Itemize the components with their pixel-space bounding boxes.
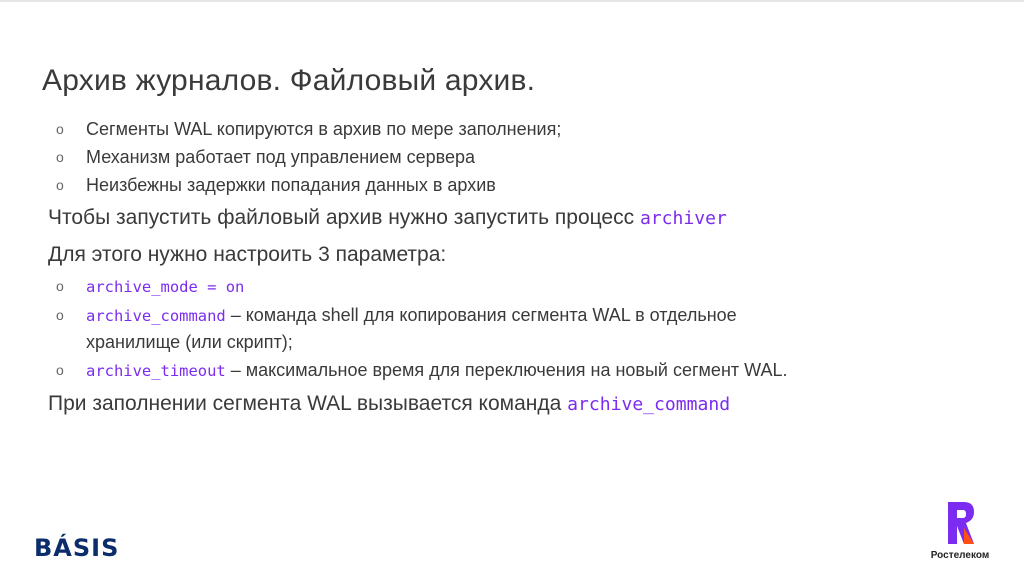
bullet-item-wal-copy <box>48 116 788 142</box>
bullet-marker: o <box>56 121 64 137</box>
bullet-text: Механизм работает под управлением сервера <box>86 147 475 167</box>
basis-logo: BÁSIS <box>34 534 120 562</box>
rostelecom-logo <box>918 500 1002 566</box>
code-archive-mode: archive_mode = on <box>86 278 245 296</box>
bullet-item-archive-mode <box>48 273 788 300</box>
bullet-marker: o <box>56 362 64 378</box>
paragraph-text: При заполнении сегмента WAL вызывается команда <box>48 392 568 415</box>
bullet-marker: o <box>56 149 64 165</box>
bullet-item-archive-command <box>48 302 788 355</box>
slide-title: Архив журналов. Файловый архив. <box>42 64 536 97</box>
bullet-text: Неизбежны задержки попадания данных в архив <box>86 175 496 195</box>
code-archive-command-final: archive_command <box>567 394 731 415</box>
bullet-text: – максимальное время для переключения на новый сегмент WAL. <box>225 360 788 380</box>
bullet-marker: o <box>56 307 64 323</box>
rostelecom-logo-icon <box>944 500 976 546</box>
code-archiver: archiver <box>639 208 727 229</box>
rostelecom-logo-text: Ростелеком <box>930 550 990 561</box>
code-archive-command: archive_command <box>86 307 226 325</box>
bullet-marker: o <box>56 177 64 193</box>
paragraph-wal-filled <box>48 388 788 421</box>
code-archive-timeout: archive_timeout <box>86 362 226 380</box>
bullet-text: – команда shell для копирования сегмента WAL в отдельное хранилище (или скрипт); <box>86 305 737 352</box>
bullet-marker: o <box>56 278 64 294</box>
paragraph-three-params: Для этого нужно настроить 3 параметра: <box>48 243 447 266</box>
bullet-item-archive-timeout <box>48 357 788 384</box>
top-divider <box>0 0 1024 2</box>
bullet-item-server-managed <box>48 144 788 170</box>
bullet-item-delays <box>48 172 788 198</box>
paragraph-start-archiver <box>48 202 788 235</box>
slide-content <box>48 116 788 423</box>
bullet-text: Сегменты WAL копируются в архив по мере заполнения; <box>86 119 562 139</box>
paragraph-text: Чтобы запустить файловый архив нужно запустить процесс <box>48 206 640 229</box>
